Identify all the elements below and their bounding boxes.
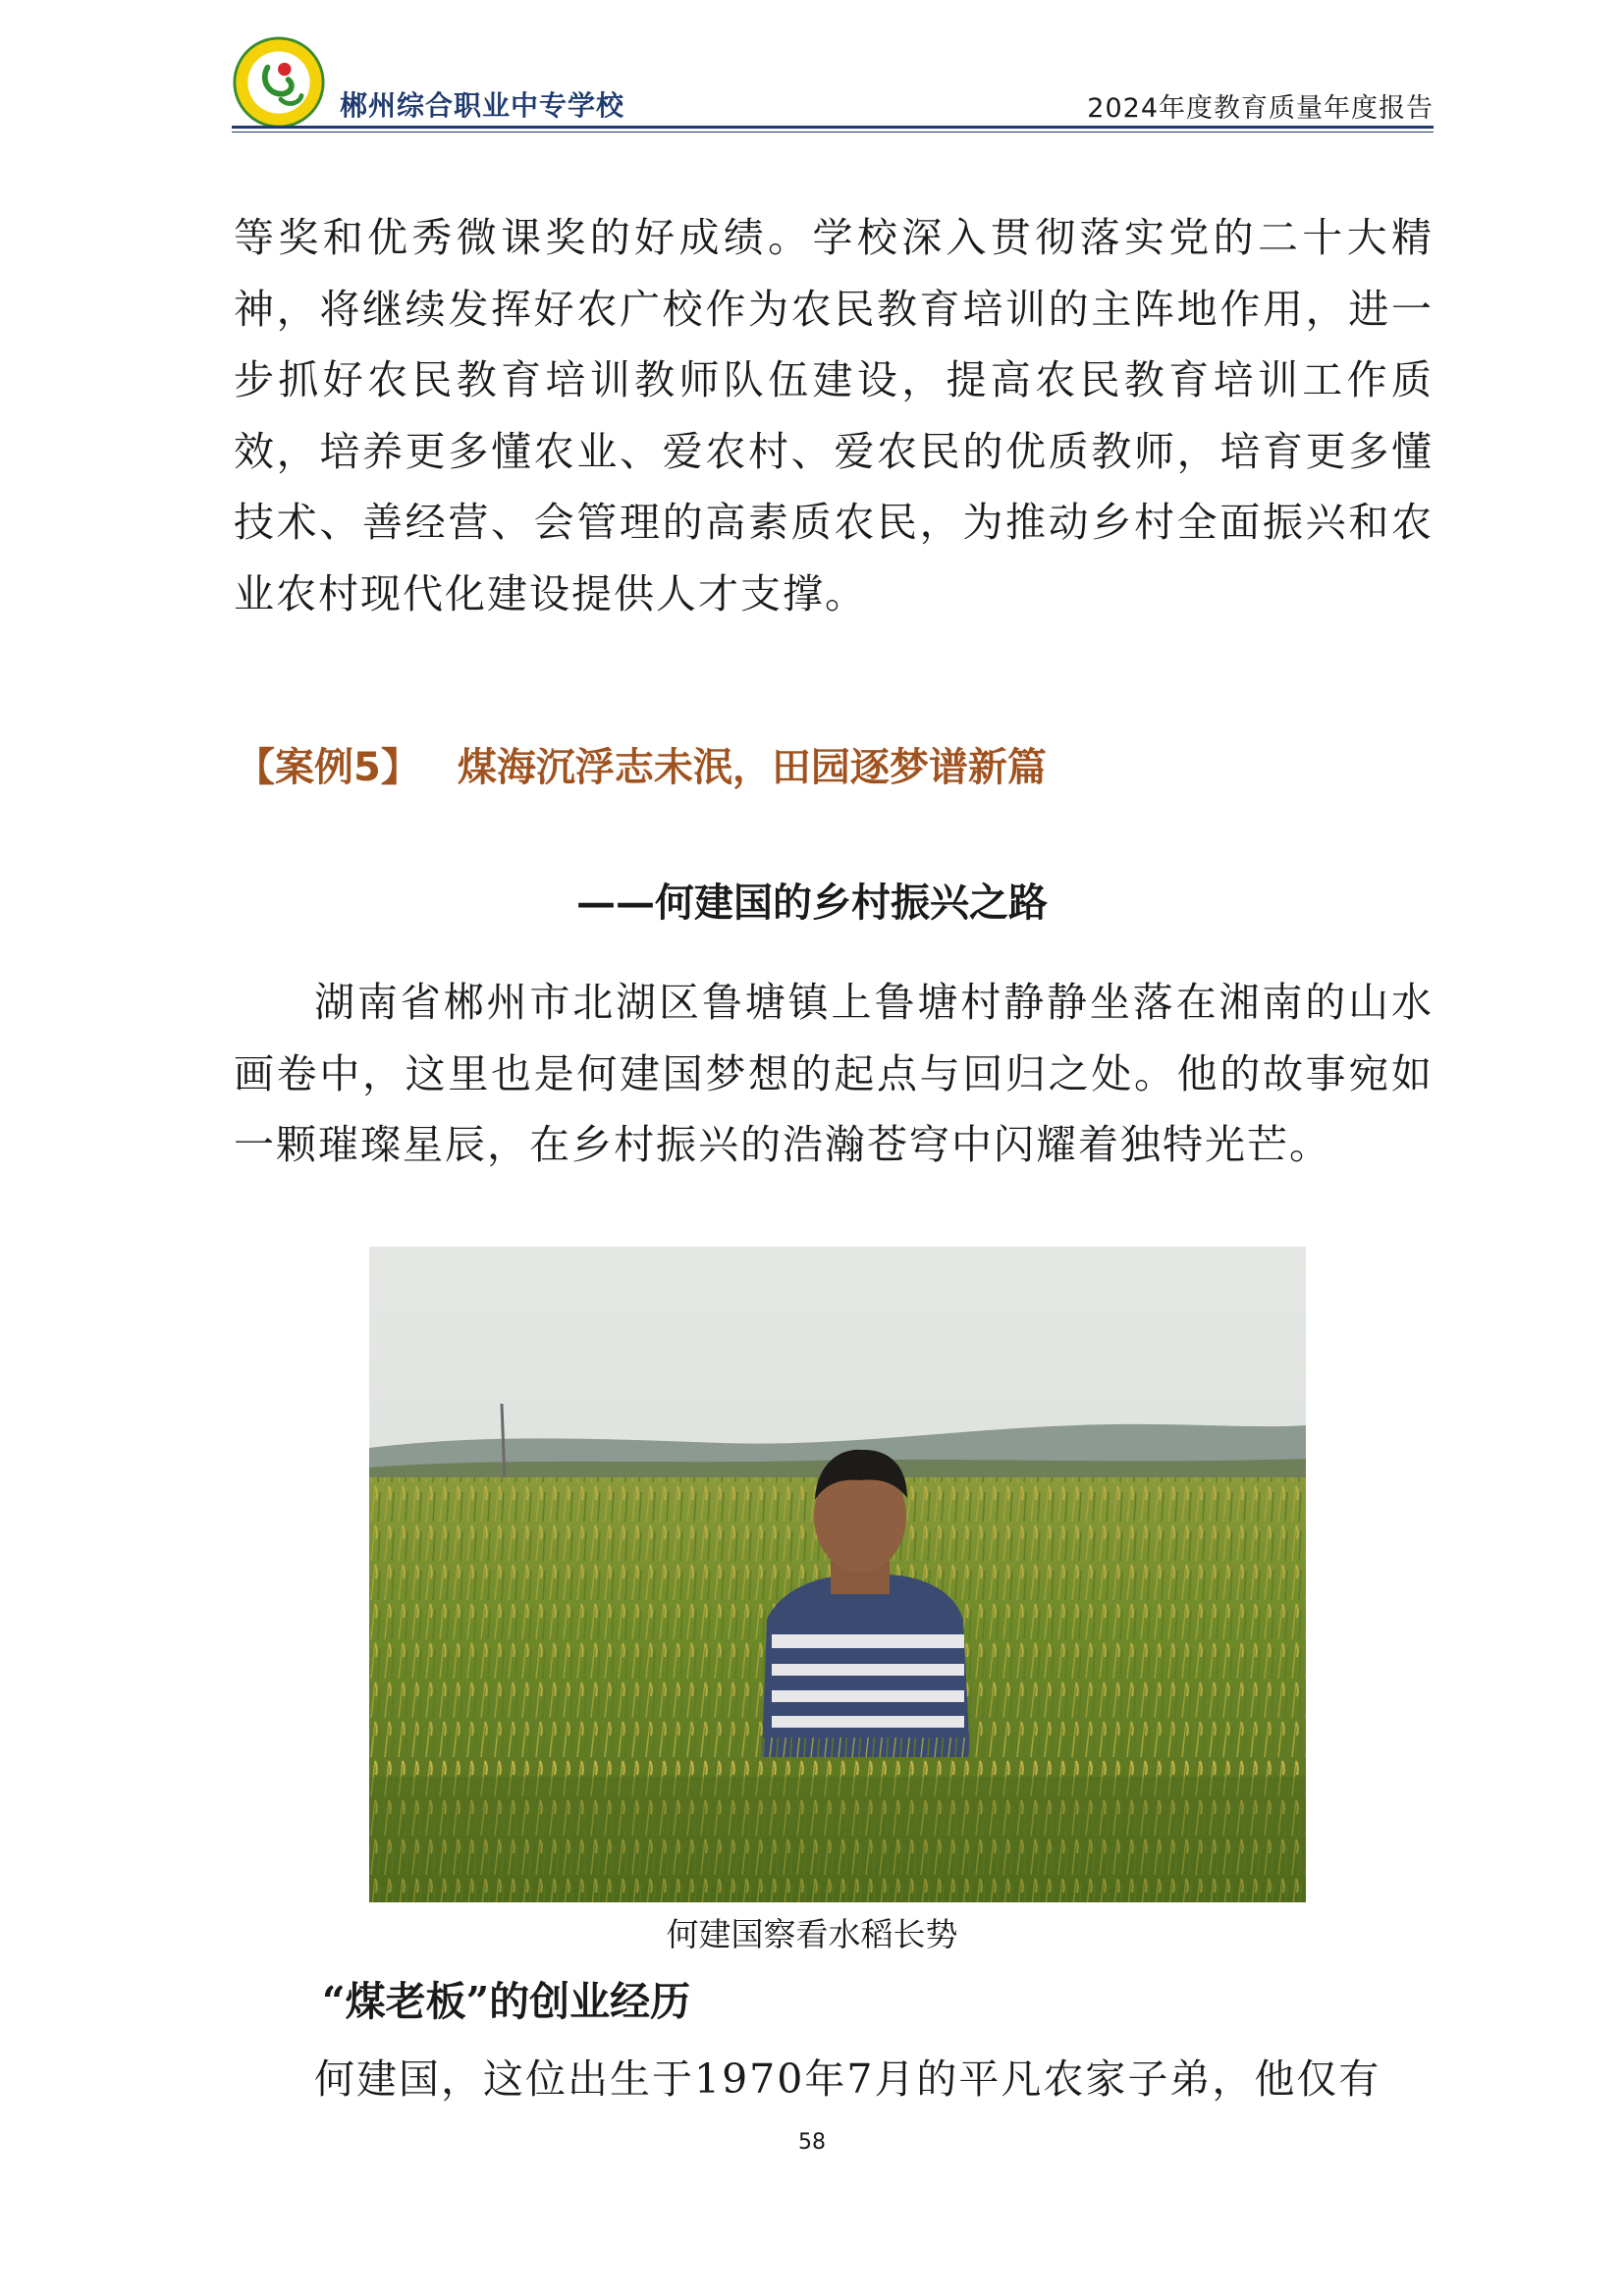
photo-caption: 何建国察看水稻长势	[666, 1915, 958, 1953]
case-title: 煤海沉浮志未泯，田园逐梦谱新篇	[457, 745, 1047, 790]
case-heading	[236, 736, 1047, 792]
rice-field-photo	[369, 1247, 1306, 1902]
case-label: 【案例5】	[236, 745, 420, 790]
page-number: 58	[798, 2130, 826, 2155]
body-paragraph-2: 湖南省郴州市北湖区鲁塘镇上鲁塘村静静坐落在湘南的山水画卷中，这里也是何建国梦想的起点与回归之处。他的故事宛如一颗璀璨星辰，在乡村振兴的浩瀚苍穹中闪耀着独特光芒。	[234, 979, 1434, 1168]
page-header	[232, 27, 1434, 135]
body-paragraph-1: 等奖和优秀微课奖的好成绩。学校深入贯彻落实党的二十大精神，将继续发挥好农广校作为农民教育培训的主阵地作用，进一步抓好农民教育培训教师队伍建设，提高农民教育培训工作质效，培养更多懂农业、爱农村、爱农民的优质教师，培育更多懂技术、善经营、会管理的高素质农民，为推动乡村全面振兴和农业农村现代化建设提供人才支撑。	[234, 214, 1434, 617]
school-logo	[232, 35, 326, 130]
header-divider-thin	[232, 132, 1434, 133]
header-divider	[232, 126, 1434, 129]
body-paragraph-3: 何建国，这位出生于1970年7月的平凡农家子弟，他仅有	[314, 2056, 1381, 2103]
case-subtitle: ——何建国的乡村振兴之路	[576, 880, 1048, 926]
section-heading: “煤老板”的创业经历	[322, 1978, 691, 2025]
school-name: 郴州综合职业中专学校	[340, 89, 625, 122]
report-title: 2024年度教育质量年度报告	[1087, 93, 1434, 124]
